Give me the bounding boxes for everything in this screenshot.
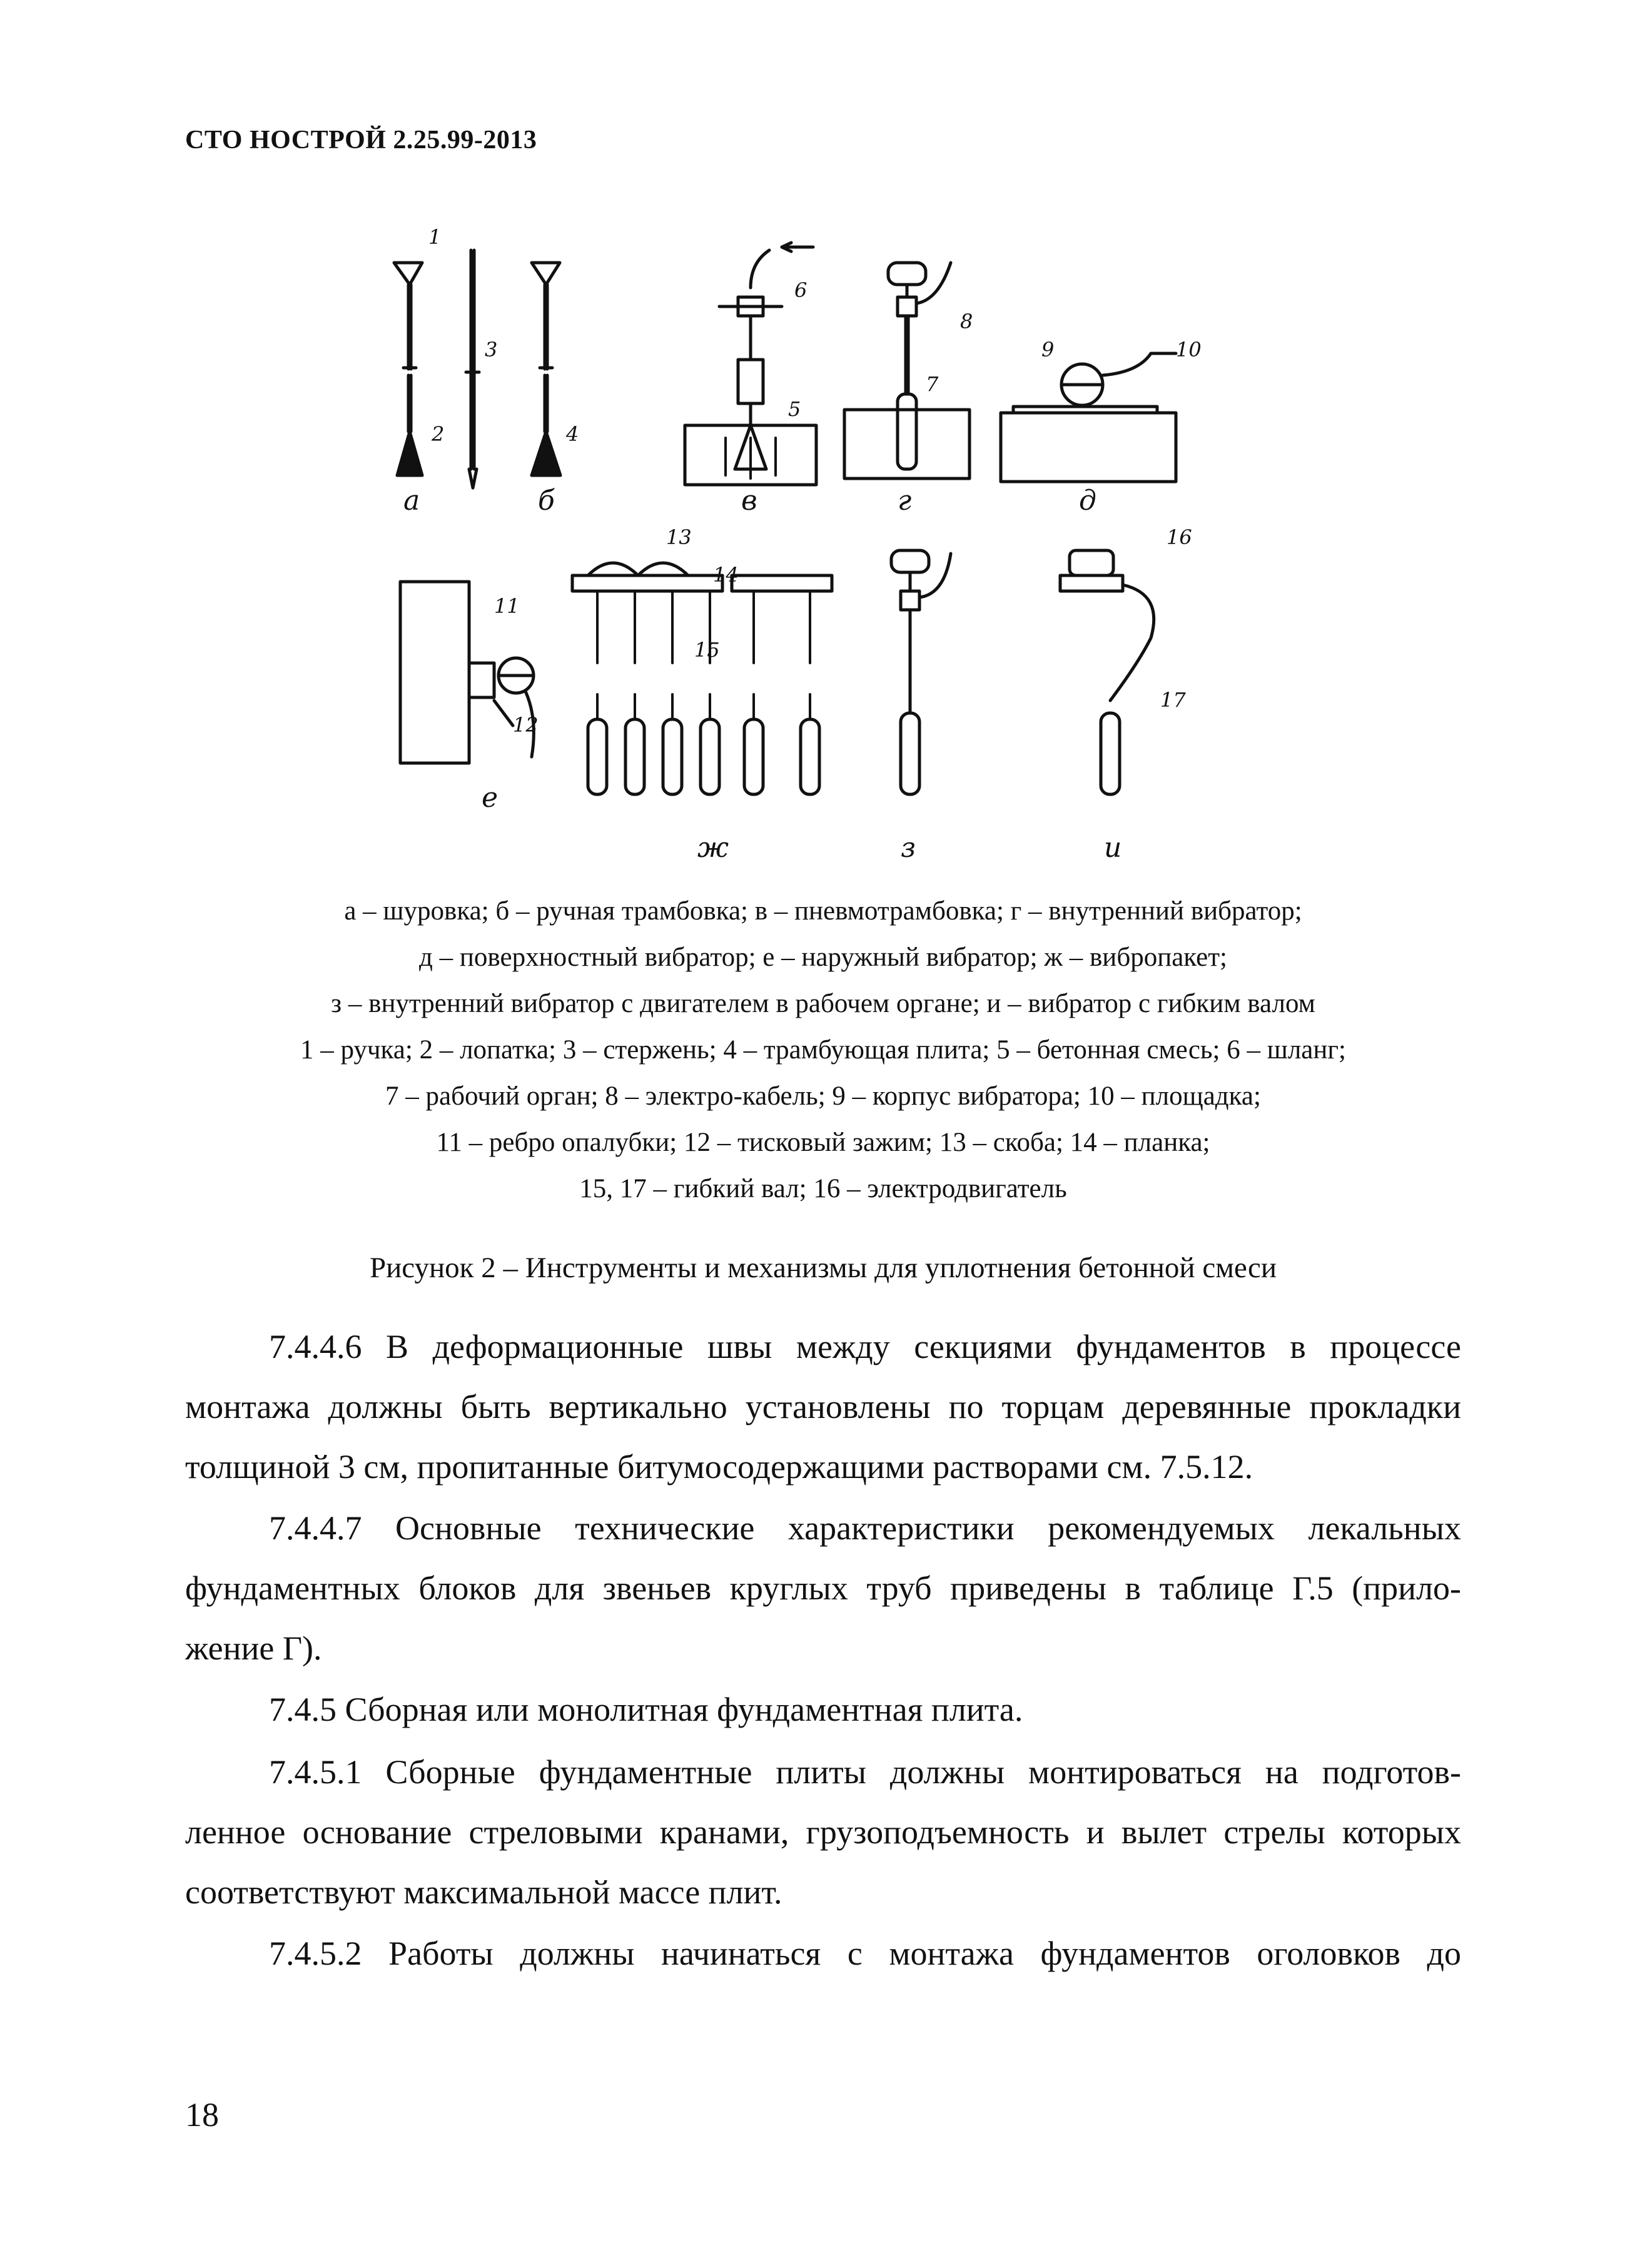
fig-num-7: 7	[926, 372, 939, 396]
legend-line: д – поверхностный вибратор; е – наружный вибратор; ж – вибропакет;	[419, 943, 1227, 972]
fig-letter-d: д	[1079, 485, 1096, 517]
tool-g-internal-vibrator	[844, 263, 969, 478]
paragraph-line: ленное основание стреловыми кранами, грузоподъемность и вылет стрелы которых	[185, 1813, 1461, 1851]
legend-line: з – внутренний вибратор с двигателем в рабочем органе; и – вибратор с гибким валом	[331, 989, 1315, 1018]
paragraph-7-4-5-1	[185, 1742, 1461, 1922]
fig-num-5: 5	[788, 397, 801, 421]
paragraph-line: 7.4.5.1 Сборные фундаментные плиты должны монтироваться на подготов-	[269, 1753, 1461, 1791]
fig-num-14: 14	[713, 563, 739, 587]
fig-num-10: 10	[1176, 338, 1202, 362]
page-number: 18	[185, 2096, 219, 2134]
fig-num-4: 4	[566, 422, 579, 446]
paragraph-line: толщиной 3 см, пропитанные битумосодержащими растворами см. 7.5.12.	[185, 1448, 1253, 1486]
fig-letter-e: е	[482, 782, 499, 814]
paragraph-line: соответствуют максимальной массе плит.	[185, 1873, 782, 1911]
tool-a-shurovka	[394, 263, 422, 475]
legend-line: 15, 17 – гибкий вал; 16 – электродвигатель	[579, 1174, 1067, 1203]
fig-letter-b: б	[538, 485, 555, 517]
fig-num-17: 17	[1160, 688, 1186, 712]
fig-letter-i: и	[1104, 832, 1122, 864]
fig-num-13: 13	[666, 525, 692, 549]
legend-line: 1 – ручка; 2 – лопатка; 3 – стержень; 4 – трамбующая плита; 5 – бетонная смесь; 6 – шланг;	[300, 1035, 1346, 1065]
fig-letter-a: а	[403, 485, 420, 517]
tool-i-flexible-shaft-vibrator	[1060, 550, 1154, 794]
fig-num-2: 2	[432, 422, 445, 446]
paragraph-line: 7.4.5.2 Работы должны начинаться с монтажа фундаментов оголовков до	[269, 1935, 1461, 1972]
fig-num-16: 16	[1167, 525, 1192, 549]
fig-num-11: 11	[494, 594, 520, 618]
paragraph-7-4-5-2	[185, 1923, 1461, 1983]
tool-z-internal-vibrator-motor	[891, 550, 951, 794]
fig-letter-z: з	[901, 832, 916, 864]
legend-line: 11 – ребро опалубки; 12 – тисковый зажим; 13 – скоба; 14 – планка;	[436, 1128, 1210, 1157]
fig-num-3: 3	[485, 338, 498, 362]
tool-zh-vibropacket	[572, 563, 832, 794]
fig-num-1: 1	[428, 225, 442, 249]
fig-letter-zh: ж	[697, 832, 729, 864]
document-header: СТО НОСТРОЙ 2.25.99-2013	[185, 126, 537, 154]
fig-num-6: 6	[794, 278, 807, 302]
paragraph-7-4-4-7	[185, 1498, 1461, 1678]
tool-d-surface-vibrator	[1001, 353, 1176, 482]
paragraph-line: фундаментных блоков для звеньев круглых труб приведены в таблице Г.5 (прило-	[185, 1569, 1461, 1607]
concrete-compaction-tools-figure	[350, 225, 1276, 888]
figure-caption: Рисунок 2 – Инструменты и механизмы для уплотнения бетонной смеси	[369, 1252, 1277, 1284]
fig-num-15: 15	[694, 638, 720, 662]
figure-legend	[185, 888, 1461, 1212]
paragraph-line: жение Г).	[185, 1629, 322, 1667]
tool-b-hand-tamper	[532, 263, 560, 475]
fig-num-8: 8	[960, 310, 973, 333]
fig-letter-g: г	[898, 485, 912, 517]
legend-line: 7 – рабочий орган; 8 – электро-кабель; 9 – корпус вибратора; 10 – площадка;	[385, 1081, 1261, 1111]
paragraph-7-4-4-6	[185, 1317, 1461, 1497]
fig-letter-v: в	[741, 485, 757, 517]
tool-rod	[466, 250, 479, 488]
paragraph-line: 7.4.4.6 В деформационные швы между секциями фундаментов в процессе	[269, 1328, 1461, 1365]
fig-num-12: 12	[513, 713, 539, 737]
paragraph-line: 7.4.5 Сборная или монолитная фундаментная плита.	[269, 1691, 1023, 1728]
paragraph-line: 7.4.4.7 Основные технические характеристики рекомендуемых лекальных	[269, 1509, 1461, 1547]
legend-line: а – шуровка; б – ручная трамбовка; в – пневмотрамбовка; г – внутренний вибратор;	[344, 896, 1302, 926]
paragraph-line: монтажа должны быть вертикально установлены по торцам деревянные прокладки	[185, 1388, 1461, 1425]
fig-num-9: 9	[1041, 338, 1055, 362]
paragraph-7-4-5	[185, 1679, 1461, 1739]
